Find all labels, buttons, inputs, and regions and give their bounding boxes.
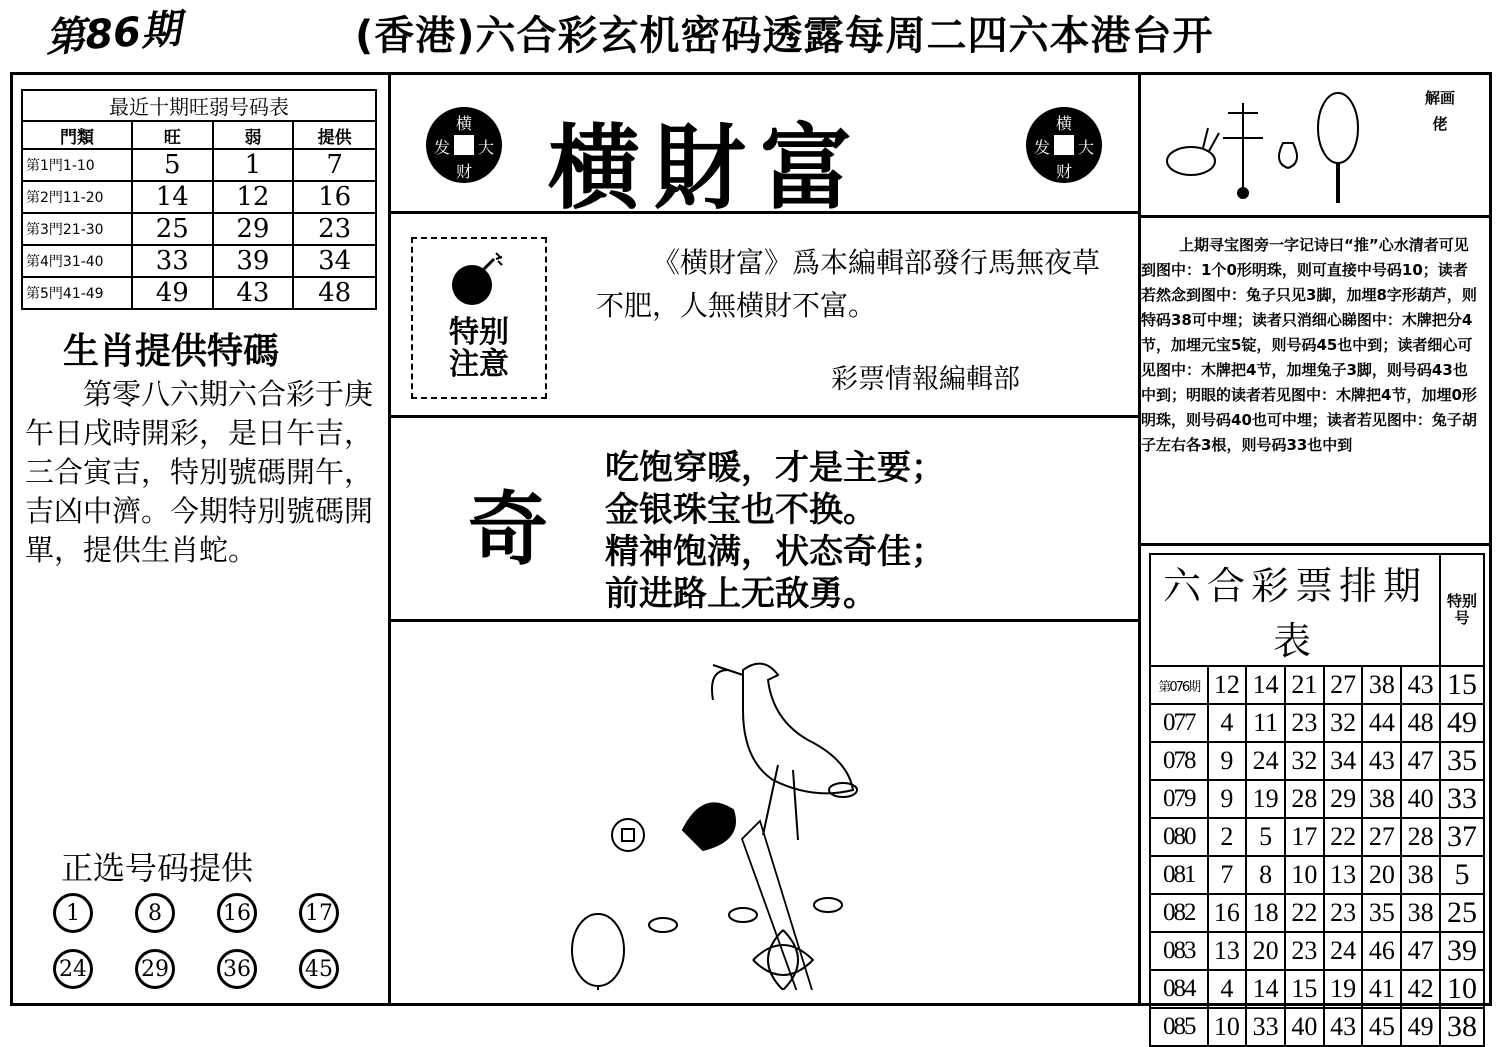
number-cell: 47	[1401, 932, 1440, 970]
number-cell: 23	[293, 213, 376, 245]
number-cell: 22	[1285, 894, 1324, 932]
schedule-table	[1149, 553, 1485, 1047]
schedule-row	[1150, 704, 1484, 742]
bomb-icon	[444, 249, 514, 309]
schedule-row	[1150, 780, 1484, 818]
period-cell: 081	[1150, 856, 1208, 894]
column-header: 提供	[293, 121, 376, 149]
pick-number: 1	[53, 893, 93, 933]
coin-char: 大	[478, 138, 495, 157]
number-cell: 39	[213, 245, 294, 277]
divider	[388, 75, 391, 1003]
coin-icon	[1026, 107, 1102, 183]
period-cell: 077	[1150, 704, 1208, 742]
number-cell: 27	[1362, 818, 1401, 856]
number-cell: 13	[1208, 932, 1247, 970]
table-row	[22, 245, 376, 277]
special-number-cell: 49	[1440, 704, 1484, 742]
table-row	[22, 277, 376, 309]
number-cell: 28	[1401, 818, 1440, 856]
number-cell: 38	[1362, 780, 1401, 818]
hint-text: 上期寻宝图旁一字记诗曰“推”心水清者可见到图中：1个0形明珠，则可直接中号码10；读者若然念到图中：兔子只见3脚，加埋8字形葫芦，则特码38可中埋；读者只消细心睇图中：木牌把分4节，加埋元宝5锭，则号码45也中到；读者细心可见图中：木牌把4节，加埋兔子3脚，则号码43也中到；明眼的读者若见图中：木牌把4节，加埋0形明珠，则号码40也可中埋；读者若见图中：兔子胡子左右各3根，则号码33也中到	[1141, 236, 1477, 454]
number-cell: 10	[1208, 1008, 1247, 1046]
number-cell: 24	[1324, 932, 1363, 970]
column-header: 旺	[132, 121, 213, 149]
rebus-illustration	[1143, 83, 1393, 209]
number-cell: 11	[1246, 704, 1285, 742]
special-number-cell: 10	[1440, 970, 1484, 1008]
number-cell: 28	[1285, 780, 1324, 818]
zodiac-text: 第零八六期六合彩于庚午日戌時開彩，是日午吉，三合寅吉，特別號碼開午，吉凶中濟。今期特別號碼開單，提供生肖蛇。	[25, 377, 374, 567]
number-cell: 23	[1285, 932, 1324, 970]
hint-label: 解画佬	[1425, 89, 1456, 133]
number-cell: 20	[1362, 856, 1401, 894]
schedule-row	[1150, 666, 1484, 704]
schedule-row	[1150, 970, 1484, 1008]
number-cell: 20	[1246, 932, 1285, 970]
number-cell: 23	[1285, 704, 1324, 742]
schedule-row	[1150, 818, 1484, 856]
poem-char: 奇	[468, 483, 548, 576]
page-frame	[10, 72, 1492, 1043]
number-cell: 23	[1324, 894, 1363, 932]
number-cell: 24	[1246, 742, 1285, 780]
number-cell: 43	[1362, 742, 1401, 780]
number-cell: 14	[1246, 970, 1285, 1008]
number-cell: 5	[132, 149, 213, 181]
number-cell: 8	[1246, 856, 1285, 894]
number-cell: 9	[1208, 742, 1247, 780]
number-cell: 40	[1401, 780, 1440, 818]
special-number-cell: 25	[1440, 894, 1484, 932]
poem-line: 前进路上无敌勇。	[605, 574, 877, 614]
picks-title: 正选号码提供	[61, 849, 254, 887]
number-cell: 46	[1362, 932, 1401, 970]
number-cell: 43	[1401, 666, 1440, 704]
notice-box	[411, 237, 547, 399]
zodiac-title: 生肖提供特碼	[63, 331, 280, 372]
number-cell: 45	[1362, 1008, 1401, 1046]
headline: (香港)六合彩玄机密码透露每周二四六本港台开	[355, 13, 1214, 59]
number-cell: 18	[1246, 894, 1285, 932]
schedule-row	[1150, 932, 1484, 970]
bird-illustration	[553, 650, 953, 990]
schedule-row	[1150, 894, 1484, 932]
special-header: 特别号	[1440, 554, 1484, 666]
pick-number: 8	[135, 893, 175, 933]
notice-label: 特别注意	[449, 315, 509, 382]
poem-line: 吃饱穿暖，才是主要；	[605, 448, 945, 488]
special-number-cell: 39	[1440, 932, 1484, 970]
number-cell: 48	[293, 277, 376, 309]
number-cell: 41	[1362, 970, 1401, 1008]
pick-number: 17	[299, 893, 339, 933]
number-cell: 38	[1401, 894, 1440, 932]
special-number-cell: 5	[1440, 856, 1484, 894]
number-cell: 12	[1208, 666, 1247, 704]
number-cell: 14	[1246, 666, 1285, 704]
divider	[391, 619, 1138, 622]
number-cell: 4	[1208, 970, 1247, 1008]
notice-signature: 彩票情報編輯部	[831, 364, 1020, 395]
special-number-cell: 15	[1440, 666, 1484, 704]
coin-char: 横	[1056, 114, 1073, 133]
number-cell: 43	[213, 277, 294, 309]
number-cell: 7	[1208, 856, 1247, 894]
weak-strong-table	[21, 89, 377, 310]
number-cell: 35	[1362, 894, 1401, 932]
number-cell: 32	[1285, 742, 1324, 780]
number-cell: 49	[132, 277, 213, 309]
schedule-row	[1150, 742, 1484, 780]
coin-char: 发	[1034, 138, 1051, 157]
coin-icon	[426, 107, 502, 183]
special-number-cell: 33	[1440, 780, 1484, 818]
number-cell: 34	[1324, 742, 1363, 780]
table-row	[22, 213, 376, 245]
number-cell: 16	[293, 181, 376, 213]
pick-number: 45	[299, 949, 339, 989]
period-cell: 084	[1150, 970, 1208, 1008]
number-cell: 17	[1285, 818, 1324, 856]
special-number-cell: 38	[1440, 1008, 1484, 1046]
row-label: 第2門11-20	[22, 181, 132, 213]
number-cell: 19	[1246, 780, 1285, 818]
coin-char: 横	[456, 114, 473, 133]
special-number-cell: 37	[1440, 818, 1484, 856]
number-cell: 44	[1362, 704, 1401, 742]
issue-number: 第86期	[43, 6, 183, 62]
period-cell: 080	[1150, 818, 1208, 856]
number-cell: 10	[1285, 856, 1324, 894]
poem-line: 精神饱满，状态奇佳；	[605, 532, 945, 572]
number-cell: 33	[132, 245, 213, 277]
row-label: 第4門31-40	[22, 245, 132, 277]
number-cell: 29	[1324, 780, 1363, 818]
number-cell: 7	[293, 149, 376, 181]
number-cell: 40	[1285, 1008, 1324, 1046]
column-header: 門類	[22, 121, 132, 149]
pick-number: 24	[53, 949, 93, 989]
coin-char: 发	[434, 138, 451, 157]
special-number-cell: 35	[1440, 742, 1484, 780]
number-cell: 2	[1208, 818, 1247, 856]
divider	[391, 415, 1138, 418]
number-cell: 48	[1401, 704, 1440, 742]
number-cell: 5	[1246, 818, 1285, 856]
number-cell: 43	[1324, 1008, 1363, 1046]
number-cell: 15	[1285, 970, 1324, 1008]
number-cell: 38	[1362, 666, 1401, 704]
divider	[1141, 543, 1492, 546]
coin-char: 财	[1056, 162, 1073, 181]
schedule-title: 六合彩票排期表	[1150, 554, 1440, 666]
table-title: 最近十期旺弱号码表	[22, 90, 376, 121]
number-cell: 4	[1208, 704, 1247, 742]
period-cell: 079	[1150, 780, 1208, 818]
number-cell: 42	[1401, 970, 1440, 1008]
pick-number: 36	[217, 949, 257, 989]
row-label: 第5門41-49	[22, 277, 132, 309]
pick-number: 16	[217, 893, 257, 933]
schedule-row	[1150, 856, 1484, 894]
period-cell: 078	[1150, 742, 1208, 780]
number-cell: 34	[293, 245, 376, 277]
poem-line: 金银珠宝也不换。	[605, 490, 877, 530]
notice-text: 《横財富》爲本編輯部發行馬無夜草不肥，人無横財不富。	[596, 246, 1101, 322]
number-cell: 14	[132, 181, 213, 213]
number-cell: 12	[213, 181, 294, 213]
period-cell: 第076期	[1150, 666, 1208, 704]
period-cell: 083	[1150, 932, 1208, 970]
number-cell: 9	[1208, 780, 1247, 818]
poem	[605, 447, 945, 615]
number-cell: 19	[1324, 970, 1363, 1008]
number-cell: 38	[1401, 856, 1440, 894]
period-cell: 085	[1150, 1008, 1208, 1046]
number-cell: 16	[1208, 894, 1247, 932]
row-label: 第3門21-30	[22, 213, 132, 245]
number-cell: 32	[1324, 704, 1363, 742]
coin-char: 大	[1078, 138, 1095, 157]
number-cell: 13	[1324, 856, 1363, 894]
number-cell: 27	[1324, 666, 1363, 704]
number-cell: 22	[1324, 818, 1363, 856]
table-row	[22, 149, 376, 181]
number-cell: 1	[213, 149, 294, 181]
number-cell: 47	[1401, 742, 1440, 780]
pick-number: 29	[135, 949, 175, 989]
number-cell: 25	[132, 213, 213, 245]
row-label: 第1門1-10	[22, 149, 132, 181]
brand-title: 横財富	[548, 114, 867, 222]
table-row	[22, 181, 376, 213]
number-cell: 29	[213, 213, 294, 245]
coin-char: 财	[456, 162, 473, 181]
column-header: 弱	[213, 121, 294, 149]
divider	[1141, 215, 1492, 218]
period-cell: 082	[1150, 894, 1208, 932]
number-cell: 49	[1401, 1008, 1440, 1046]
number-cell: 21	[1285, 666, 1324, 704]
schedule-row	[1150, 1008, 1484, 1046]
number-cell: 33	[1246, 1008, 1285, 1046]
